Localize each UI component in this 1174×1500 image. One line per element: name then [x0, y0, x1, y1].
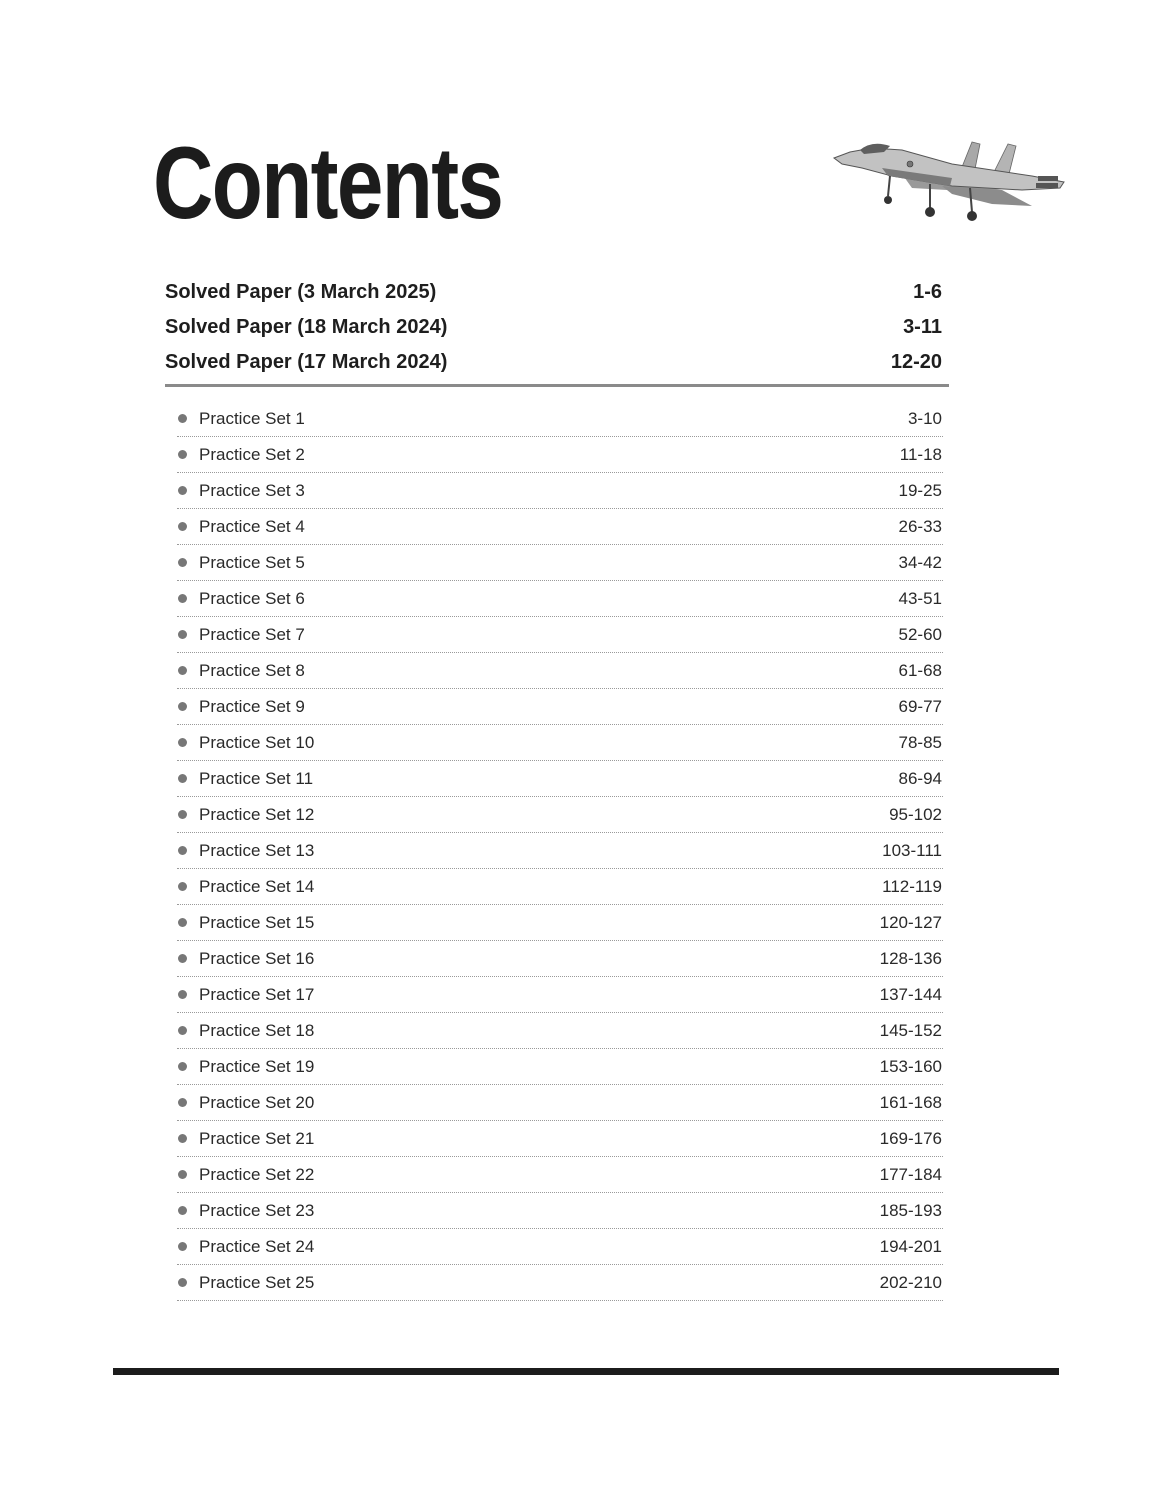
practice-set-row: [177, 869, 943, 905]
bullet-icon: [178, 1242, 187, 1251]
practice-set-row: [177, 653, 943, 689]
practice-set-label: Practice Set 9: [199, 696, 305, 716]
bullet-icon: [178, 1026, 187, 1035]
practice-set-pages: 43-51: [898, 588, 942, 608]
practice-set-label: Practice Set 15: [199, 912, 315, 932]
practice-sets-list: [177, 401, 943, 1301]
solved-paper-label: Solved Paper (17 March 2024): [165, 351, 448, 373]
practice-set-pages: 194-201: [879, 1236, 942, 1256]
practice-set-pages: 86-94: [898, 768, 942, 788]
bullet-icon: [178, 522, 187, 531]
practice-set-pages: 11-18: [899, 444, 942, 464]
bullet-icon: [178, 918, 187, 927]
practice-set-pages: 103-111: [882, 840, 942, 860]
practice-set-pages: 112-119: [882, 876, 942, 896]
practice-set-pages: 185-193: [879, 1200, 942, 1220]
practice-set-pages: 52-60: [898, 624, 942, 644]
practice-set-label: Practice Set 20: [199, 1092, 315, 1112]
bullet-icon: [178, 1170, 187, 1179]
practice-set-label: Practice Set 5: [199, 552, 305, 572]
bullet-icon: [178, 1098, 187, 1107]
practice-set-label: Practice Set 25: [199, 1272, 315, 1292]
bottom-rule: [113, 1368, 1059, 1375]
page-title: Contents: [153, 126, 503, 240]
practice-set-row: [177, 941, 943, 977]
practice-set-pages: 153-160: [879, 1056, 942, 1076]
practice-set-pages: 202-210: [879, 1272, 942, 1292]
practice-set-label: Practice Set 19: [199, 1056, 315, 1076]
bullet-icon: [178, 666, 187, 675]
practice-set-label: Practice Set 24: [199, 1236, 315, 1256]
solved-paper-row: [165, 275, 942, 310]
bullet-icon: [178, 702, 187, 711]
practice-set-row: [177, 833, 943, 869]
practice-set-row: [177, 1193, 943, 1229]
practice-set-label: Practice Set 7: [199, 624, 305, 644]
practice-set-row: [177, 1085, 943, 1121]
bullet-icon: [178, 594, 187, 603]
practice-set-pages: 137-144: [879, 984, 942, 1004]
solved-paper-pages: 12-20: [890, 351, 942, 373]
practice-set-label: Practice Set 8: [199, 660, 305, 680]
practice-set-label: Practice Set 22: [199, 1164, 315, 1184]
practice-set-pages: 78-85: [898, 732, 942, 752]
solved-paper-label: Solved Paper (3 March 2025): [165, 281, 437, 303]
practice-set-label: Practice Set 12: [199, 804, 315, 824]
bullet-icon: [178, 954, 187, 963]
practice-set-pages: 95-102: [889, 804, 942, 824]
bullet-icon: [178, 630, 187, 639]
practice-set-pages: 145-152: [879, 1020, 942, 1040]
practice-set-row: [177, 1013, 943, 1049]
bullet-icon: [178, 450, 187, 459]
bullet-icon: [178, 1134, 187, 1143]
practice-set-label: Practice Set 3: [199, 480, 305, 500]
bullet-icon: [178, 1278, 187, 1287]
solved-papers-list: [165, 275, 942, 380]
practice-set-pages: 26-33: [898, 516, 942, 536]
practice-set-row: [177, 905, 943, 941]
practice-set-label: Practice Set 16: [199, 948, 315, 968]
practice-set-label: Practice Set 18: [199, 1020, 315, 1040]
section-divider: [165, 384, 949, 387]
solved-paper-pages: 1-6: [913, 281, 942, 303]
practice-set-row: [177, 761, 943, 797]
practice-set-row: [177, 581, 943, 617]
practice-set-label: Practice Set 11: [199, 768, 314, 788]
practice-set-label: Practice Set 4: [199, 516, 305, 536]
practice-set-row: [177, 1265, 943, 1301]
bullet-icon: [178, 882, 187, 891]
practice-set-label: Practice Set 6: [199, 588, 305, 608]
bullet-icon: [178, 846, 187, 855]
practice-set-row: [177, 1049, 943, 1085]
practice-set-label: Practice Set 21: [199, 1128, 315, 1148]
solved-paper-row: [165, 310, 942, 345]
practice-set-row: [177, 689, 943, 725]
practice-set-pages: 120-127: [879, 912, 942, 932]
practice-set-pages: 169-176: [879, 1128, 942, 1148]
practice-set-row: [177, 797, 943, 833]
practice-set-pages: 61-68: [898, 660, 942, 680]
practice-set-row: [177, 617, 943, 653]
fighter-jet-image: [832, 134, 1068, 228]
practice-set-row: [177, 401, 943, 437]
bullet-icon: [178, 558, 187, 567]
practice-set-row: [177, 977, 943, 1013]
bullet-icon: [178, 486, 187, 495]
bullet-icon: [178, 738, 187, 747]
bullet-icon: [178, 1206, 187, 1215]
practice-set-row: [177, 1229, 943, 1265]
practice-set-row: [177, 1121, 943, 1157]
practice-set-row: [177, 1157, 943, 1193]
practice-set-label: Practice Set 2: [199, 444, 305, 464]
bullet-icon: [178, 1062, 187, 1071]
practice-set-label: Practice Set 23: [199, 1200, 315, 1220]
practice-set-pages: 34-42: [898, 552, 942, 572]
solved-paper-pages: 3-11: [903, 316, 942, 338]
bullet-icon: [178, 774, 187, 783]
practice-set-row: [177, 509, 943, 545]
practice-set-label: Practice Set 13: [199, 840, 315, 860]
bullet-icon: [178, 810, 187, 819]
bullet-icon: [178, 990, 187, 999]
practice-set-row: [177, 545, 943, 581]
practice-set-pages: 3-10: [907, 408, 942, 428]
practice-set-label: Practice Set 1: [199, 408, 305, 428]
solved-paper-row: [165, 345, 942, 380]
practice-set-row: [177, 725, 943, 761]
practice-set-row: [177, 437, 943, 473]
bullet-icon: [178, 414, 187, 423]
practice-set-label: Practice Set 17: [199, 984, 315, 1004]
practice-set-label: Practice Set 10: [199, 732, 315, 752]
practice-set-row: [177, 473, 943, 509]
solved-paper-label: Solved Paper (18 March 2024): [165, 316, 448, 338]
practice-set-pages: 69-77: [898, 696, 942, 716]
practice-set-pages: 177-184: [879, 1164, 942, 1184]
practice-set-pages: 19-25: [898, 480, 942, 500]
practice-set-label: Practice Set 14: [199, 876, 315, 896]
practice-set-pages: 128-136: [879, 948, 942, 968]
practice-set-pages: 161-168: [879, 1092, 942, 1112]
